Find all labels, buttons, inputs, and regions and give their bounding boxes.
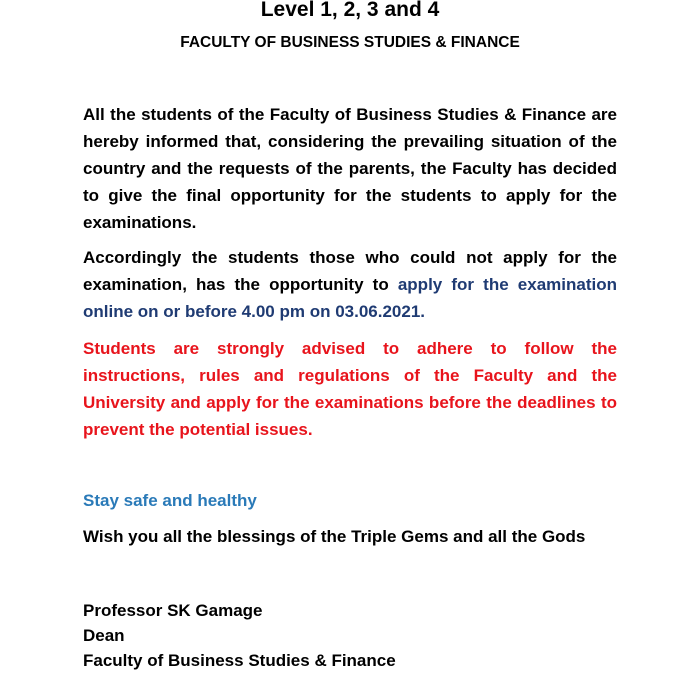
deadline-lead-text: Accordingly the students those who could not apply for the examination, has the opportunity to	[83, 248, 617, 294]
notice-paragraph-advice: Students are strongly advised to adhere to follow the instructions, rules and regulations of the Faculty and the University and apply for the examinations before the deadlines to prevent the potential issues.	[83, 339, 617, 439]
stay-safe-line: Stay safe and healthy	[83, 491, 257, 510]
deadline-highlight-text: apply for the examination online on or before 4.00 pm on 03.06.2021.	[83, 275, 617, 321]
notice-paragraph-intro: All the students of the Faculty of Business Studies & Finance are hereby informed that, considering the prevailing situation of the country and the requests of the parents, the Faculty has decided to give the final opportunity for the students to apply for the examinations.	[83, 105, 617, 232]
notice-level-heading: Level 1, 2, 3 and 4	[260, 0, 440, 21]
faculty-heading: FACULTY OF BUSINESS STUDIES & FINANCE	[180, 34, 520, 51]
signatory-title: Dean	[83, 626, 125, 645]
signatory-faculty: Faculty of Business Studies & Finance	[83, 651, 396, 670]
signatory-name: Professor SK Gamage	[83, 601, 263, 620]
blessing-line: Wish you all the blessings of the Triple Gems and all the Gods	[83, 527, 586, 546]
notice-paragraph-deadline	[83, 244, 617, 325]
